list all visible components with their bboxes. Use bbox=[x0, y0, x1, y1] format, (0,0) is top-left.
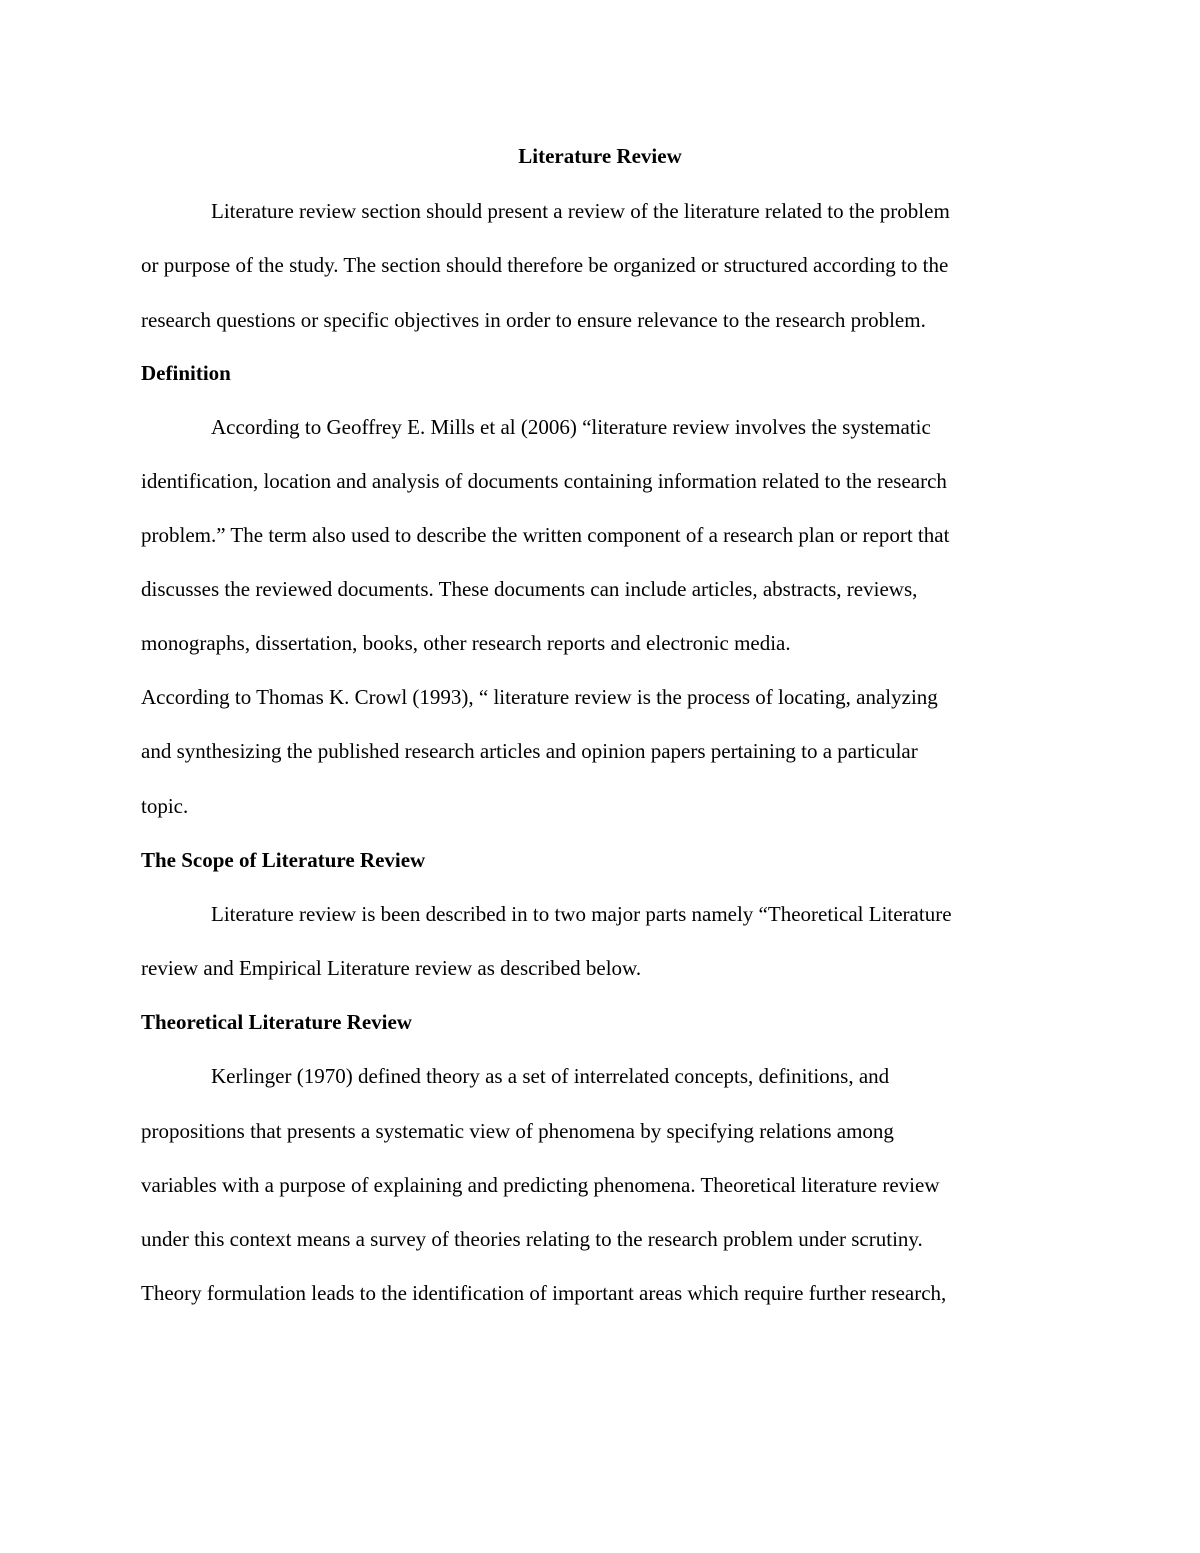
intro-line: or purpose of the study. The section should therefore be organized or structured according to the bbox=[141, 253, 949, 277]
theoretical-para-line: variables with a purpose of explaining and predicting phenomena. Theoretical literature review bbox=[141, 1173, 940, 1197]
definition-para1-line: identification, location and analysis of documents containing information related to the research bbox=[141, 469, 947, 493]
definition-para2-line: topic. bbox=[141, 794, 189, 818]
definition-para1-line: discusses the reviewed documents. These documents can include articles, abstracts, reviews, bbox=[141, 577, 918, 601]
definition-heading: Definition bbox=[141, 361, 231, 385]
scope-para-line: Literature review is been described in to two major parts namely “Theoretical Literature bbox=[211, 902, 952, 926]
document-title: Literature Review bbox=[518, 144, 682, 168]
scope-heading: The Scope of Literature Review bbox=[141, 848, 426, 872]
definition-para1-line: monographs, dissertation, books, other research reports and electronic media. bbox=[141, 631, 791, 655]
intro-line: research questions or specific objectives in order to ensure relevance to the research problem. bbox=[141, 308, 926, 332]
theoretical-para-line: Theory formulation leads to the identification of important areas which require further research, bbox=[141, 1281, 947, 1305]
theoretical-para-line: Kerlinger (1970) defined theory as a set of interrelated concepts, definitions, and bbox=[211, 1064, 890, 1088]
theoretical-para-line: propositions that presents a systematic view of phenomena by specifying relations among bbox=[141, 1119, 894, 1143]
definition-para1-line: problem.” The term also used to describe the written component of a research plan or report that bbox=[141, 523, 950, 547]
intro-line: Literature review section should present a review of the literature related to the problem bbox=[211, 199, 950, 223]
scope-para-line: review and Empirical Literature review as described below. bbox=[141, 956, 642, 980]
theoretical-heading: Theoretical Literature Review bbox=[141, 1010, 412, 1034]
definition-para2-line: According to Thomas K. Crowl (1993), “ literature review is the process of locating, analyzing bbox=[141, 685, 938, 709]
theoretical-para-line: under this context means a survey of theories relating to the research problem under scrutiny. bbox=[141, 1227, 923, 1251]
definition-para1-line: According to Geoffrey E. Mills et al (2006) “literature review involves the systematic bbox=[211, 415, 931, 439]
definition-para2-line: and synthesizing the published research articles and opinion papers pertaining to a particular bbox=[141, 739, 918, 763]
